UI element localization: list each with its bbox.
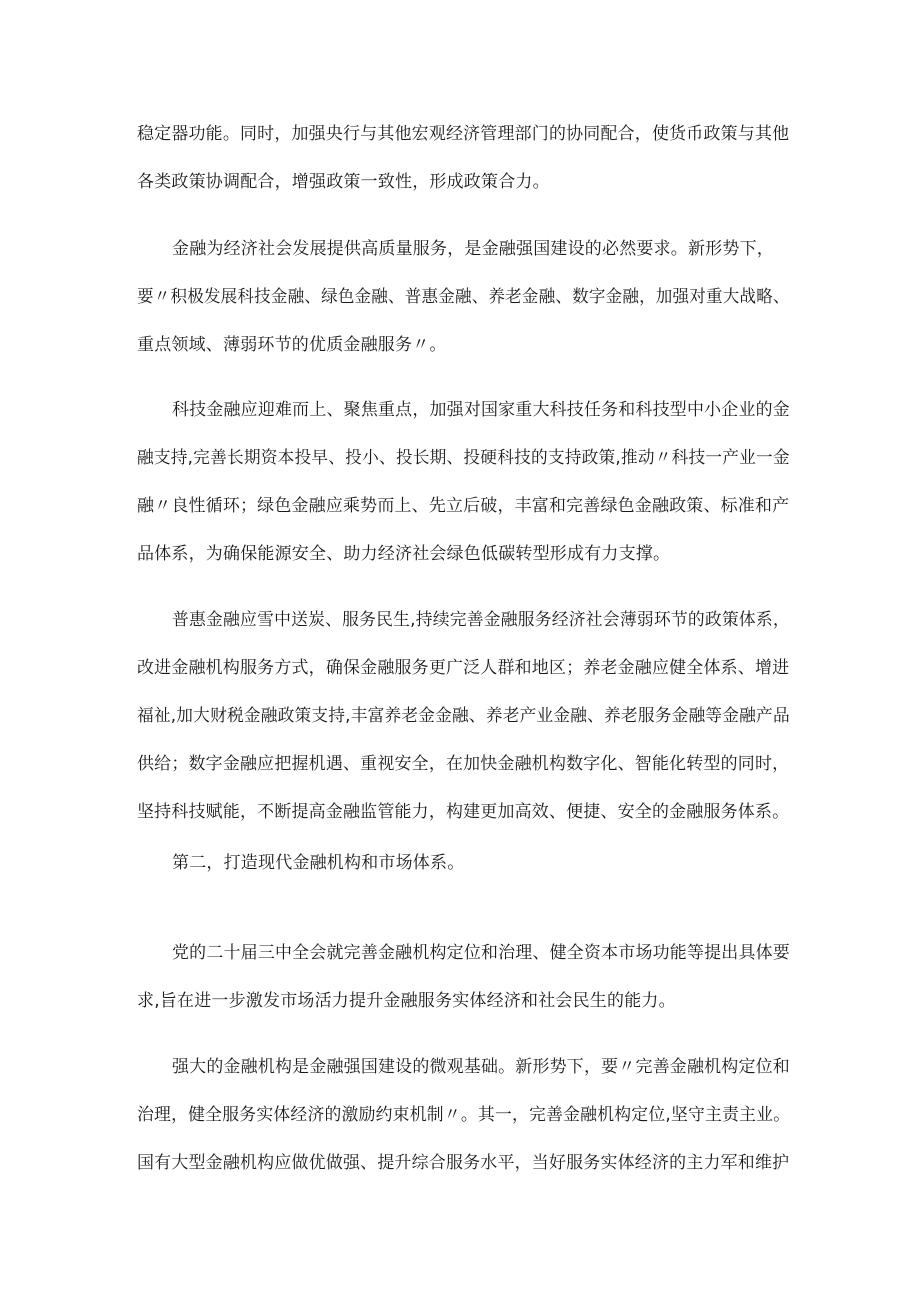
text-line: 融〃良性循环；绿色金融应乘势而上、先立后破，丰富和完善绿色金融政策、标准和产: [137, 496, 790, 516]
text-line: 融支持,完善长期资本投早、投小、投长期、投硬科技的支持政策,推动〃科技一产业一金: [137, 448, 790, 468]
text-line: 科技金融应迎难而上、聚焦重点，加强对国家重大科技任务和科技型中小企业的金: [172, 400, 790, 420]
text-line: 品体系，为确保能源安全、助力经济社会绿色低碳转型形成有力支撑。: [137, 544, 671, 564]
text-line: 国有大型金融机构应做优做强、提升综合服务水平，当好服务实体经济的主力军和维护: [137, 1153, 790, 1173]
text-line: 改进金融机构服务方式，确保金融服务更广泛人群和地区；养老金融应健全体系、增进: [137, 658, 790, 678]
text-line: 普惠金融应雪中送炭、服务民生,持续完善金融服务经济社会薄弱环节的政策体系，: [172, 610, 790, 630]
text-line: 要〃积极发展科技金融、绿色金融、普惠金融、养老金融、数字金融，加强对重大战略、: [137, 287, 790, 307]
text-line: 党的二十届三中全会就完善金融机构定位和治理、健全资本市场功能等提出具体要: [172, 943, 790, 963]
text-line: 供给；数字金融应把握机遇、重视安全，在加快金融机构数字化、智能化转型的同时，: [137, 754, 790, 774]
text-line: 福祉,加大财税金融政策支持,丰富养老金金融、养老产业金融、养老服务金融等金融产品: [137, 706, 790, 726]
text-line: 各类政策协调配合，增强政策一致性，形成政策合力。: [137, 172, 550, 192]
section-heading: 第二，打造现代金融机构和市场体系。: [172, 853, 465, 873]
text-line: 坚持科技赋能，不断提高金融监管能力，构建更加高效、便捷、安全的金融服务体系。: [137, 802, 790, 822]
text-line: 求,旨在进一步激发市场活力提升金融服务实体经济和社会民生的能力。: [137, 991, 676, 1011]
text-line: 重点领域、薄弱环节的优质金融服务〃。: [137, 335, 447, 355]
text-line: 强大的金融机构是金融强国建设的微观基础。新形势下，要〃完善金融机构定位和: [172, 1057, 790, 1077]
text-line: 治理，健全服务实体经济的激励约束机制〃。其一，完善金融机构定位,坚守主责主业。: [137, 1105, 791, 1125]
text-line: 金融为经济社会发展提供高质量服务，是金融强国建设的必然要求。新形势下，: [172, 239, 774, 259]
text-line: 稳定器功能。同时，加强央行与其他宏观经济管理部门的协同配合，使货币政策与其他: [137, 124, 790, 144]
